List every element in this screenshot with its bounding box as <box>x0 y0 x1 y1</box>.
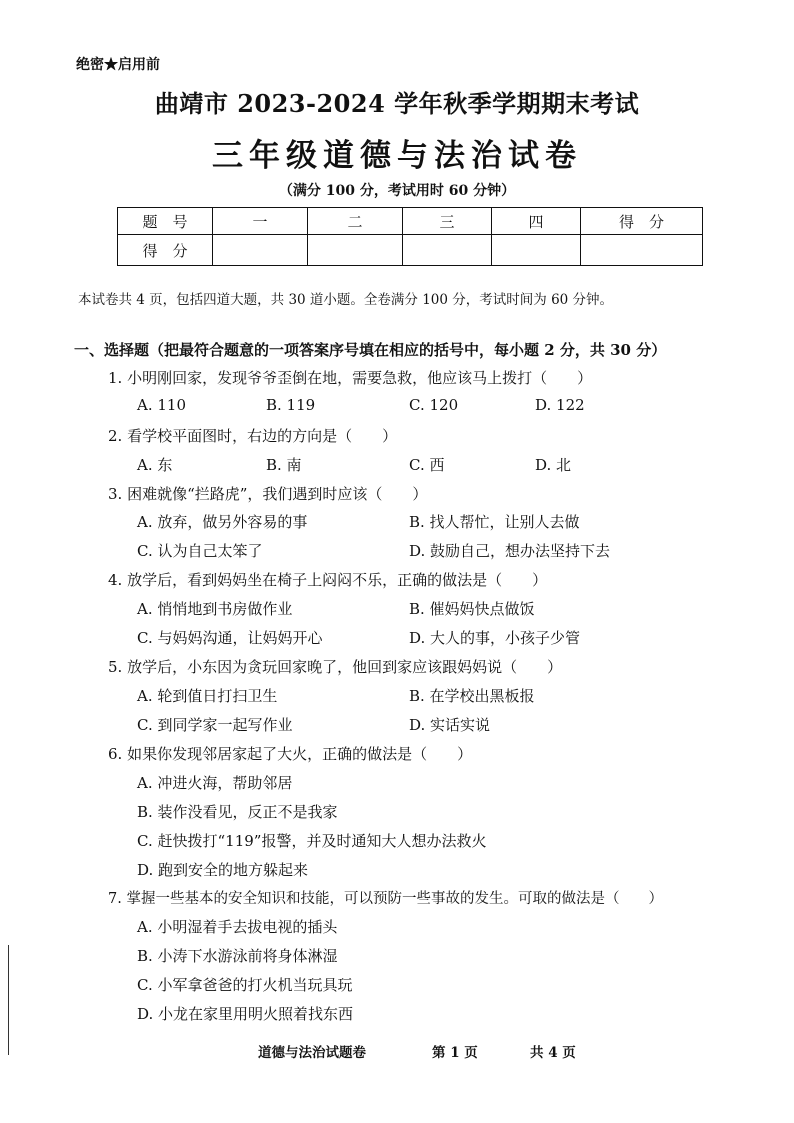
score-blank-cell[interactable] <box>492 235 581 266</box>
option-a: A. 冲进火海，帮助邻居 <box>137 774 293 792</box>
option-b: B. 南 <box>266 456 302 474</box>
option-c: C. 赶快拨打“119”报警，并及时通知大人想办法救火 <box>137 832 487 850</box>
margin-line <box>8 945 9 1055</box>
score-blank-cell[interactable] <box>308 235 403 266</box>
option-c: C. 西 <box>409 456 445 474</box>
option-c: C. 与妈妈沟通，让妈妈开心 <box>137 629 323 647</box>
confidential-label: 绝密★启用前 <box>76 57 160 73</box>
score-header-cell: 得 分 <box>581 208 703 235</box>
score-header-cell: 三 <box>403 208 492 235</box>
question-stem: 5. 放学后，小东因为贪玩回家晚了，他回到家应该跟妈妈说（ ） <box>108 658 563 676</box>
question-stem: 7. 掌握一些基本的安全知识和技能，可以预防一些事故的发生。可取的做法是（ ） <box>108 891 663 907</box>
footer-page-total: 共 4 页 <box>530 1045 576 1061</box>
section-heading: 一、选择题（把最符合题意的一项答案序号填在相应的括号中，每小题 2 分，共 30 分） <box>74 341 667 359</box>
option-c: C. 120 <box>409 396 459 414</box>
score-header-cell: 一 <box>213 208 308 235</box>
option-c: C. 认为自己太笨了 <box>137 542 263 560</box>
question-stem: 3. 困难就像“拦路虎”，我们遇到时应该（ ） <box>108 485 428 503</box>
score-row-label: 得 分 <box>118 235 213 266</box>
score-header-cell: 二 <box>308 208 403 235</box>
option-a: A. 轮到值日打扫卫生 <box>137 687 278 705</box>
score-header-cell: 四 <box>492 208 581 235</box>
score-blank-cell[interactable] <box>403 235 492 266</box>
option-d: D. 鼓励自己，想办法坚持下去 <box>409 542 611 560</box>
option-d: D. 实话实说 <box>409 716 491 734</box>
option-d: D. 大人的事，小孩子少管 <box>409 629 581 647</box>
footer-subject: 道德与法治试题卷 <box>258 1045 366 1061</box>
paper-title: 三年级道德与法治试卷 <box>212 138 582 174</box>
score-table-score-row <box>118 235 703 266</box>
question-stem: 4. 放学后，看到妈妈坐在椅子上闷闷不乐，正确的做法是（ ） <box>108 571 548 589</box>
option-b: B. 119 <box>266 396 316 414</box>
option-a: A. 110 <box>137 396 186 414</box>
option-d: D. 北 <box>535 456 572 474</box>
score-blank-cell[interactable] <box>213 235 308 266</box>
score-table <box>117 207 703 266</box>
option-c: C. 到同学家一起写作业 <box>137 716 293 734</box>
option-a: A. 东 <box>137 456 173 474</box>
question-stem: 2. 看学校平面图时，右边的方向是（ ） <box>108 427 398 445</box>
option-b: B. 催妈妈快点做饭 <box>409 600 535 618</box>
score-blank-cell[interactable] <box>581 235 703 266</box>
exam-title: 曲靖市 2023-2024 学年秋季学期期末考试 <box>154 89 640 118</box>
option-a: A. 放弃，做另外容易的事 <box>137 513 308 531</box>
score-header-cell: 题 号 <box>118 208 213 235</box>
option-d: D. 小龙在家里用明火照着找东西 <box>137 1005 354 1023</box>
exam-info: （满分 100 分，考试用时 60 分钟） <box>278 183 516 199</box>
option-b: B. 装作没看见，反正不是我家 <box>137 803 338 821</box>
exam-instructions: 本试卷共 4 页，包括四道大题，共 30 道小题。全卷满分 100 分，考试时间为 60 分钟。 <box>78 292 614 308</box>
option-b: B. 找人帮忙，让别人去做 <box>409 513 580 531</box>
option-b: B. 在学校出黑板报 <box>409 687 535 705</box>
option-d: D. 跑到安全的地方躲起来 <box>137 861 309 879</box>
option-b: B. 小涛下水游泳前将身体淋湿 <box>137 947 338 965</box>
option-a: A. 小明湿着手去拔电视的插头 <box>137 918 338 936</box>
option-c: C. 小军拿爸爸的打火机当玩具玩 <box>137 976 353 994</box>
option-d: D. 122 <box>535 396 585 414</box>
question-stem: 1. 小明刚回家，发现爷爷歪倒在地，需要急救，他应该马上拨打（ ） <box>108 369 593 387</box>
score-table-header-row <box>118 208 703 235</box>
question-stem: 6. 如果你发现邻居家起了大火，正确的做法是（ ） <box>108 745 473 763</box>
option-a: A. 悄悄地到书房做作业 <box>137 600 293 618</box>
footer-page-number: 第 1 页 <box>432 1045 478 1061</box>
